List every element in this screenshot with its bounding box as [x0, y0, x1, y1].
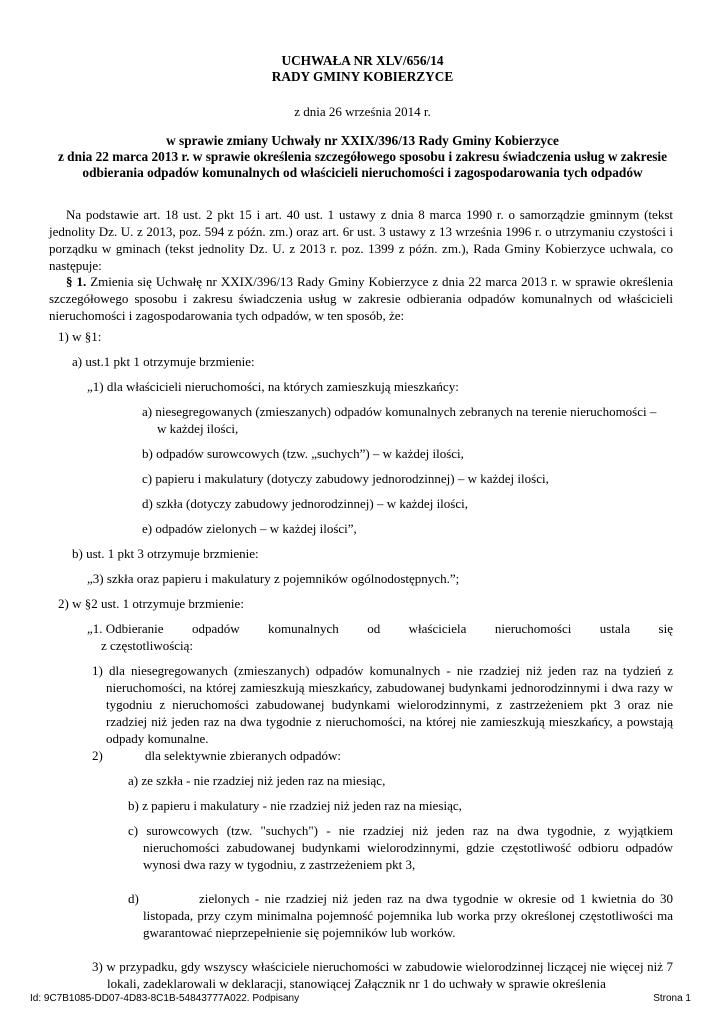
- item-1a-a-line1: a) niesegregowanych (zmieszanych) odpadów komunalnych zebranych na terenie nieruchomości –: [142, 404, 657, 419]
- item-2-2d-number: d): [128, 891, 139, 906]
- item-1a-e: e) odpadów zielonych – w każdej ilości”,: [142, 521, 357, 536]
- preamble: [49, 206, 673, 274]
- item-1a: a) ust.1 pkt 1 otrzymuje brzmienie:: [72, 354, 255, 369]
- item-1a-b: b) odpadów surowcowych (tzw. „suchych”) – w każdej ilości,: [142, 446, 464, 461]
- item-2-quote-line1: „1. Odbieranie odpadów komunalnych od właściciela nieruchomości ustala się: [87, 621, 673, 636]
- item-2-2-text: dla selektywnie zbieranych odpadów:: [145, 748, 342, 763]
- item-1a-c: c) papieru i makulatury (dotyczy zabudowy jednorodzinnej) – w każdej ilości,: [142, 471, 549, 486]
- section-1-label: § 1.: [66, 274, 87, 289]
- document-date: z dnia 26 września 2014 r.: [294, 104, 431, 119]
- subject-line-3: odbierania odpadów komunalnych od właścicieli nieruchomości i zagospodarowania tych odpadów: [82, 165, 643, 180]
- item-1b-quote: „3) szkła oraz papieru i makulatury z pojemników ogólnodostępnych.”;: [87, 571, 460, 586]
- item-1a-d: d) szkła (dotyczy zabudowy jednorodzinnej) – w każdej ilości,: [142, 496, 468, 511]
- subject-line-1: w sprawie zmiany Uchwały nr XXIX/396/13 Rady Gminy Kobierzyce: [166, 133, 559, 148]
- item-2: 2) w §2 ust. 1 otrzymuje brzmienie:: [58, 596, 244, 611]
- item-2-quote-line2: z częstotliwością:: [101, 638, 194, 653]
- item-1b: b) ust. 1 pkt 3 otrzymuje brzmienie:: [72, 546, 259, 561]
- item-1: 1) w §1:: [58, 329, 102, 344]
- item-1a-a-line2: w każdej ilości,: [157, 421, 239, 436]
- item-2-2-number: 2): [92, 748, 103, 763]
- item-2-2a: a) ze szkła - nie rzadziej niż jeden raz na miesiąc,: [128, 773, 386, 788]
- item-2-1: 1) dla niesegregowanych (zmieszanych) odpadów komunalnych - nie rzadziej niż jeden raz na tydzień z nieruchomości, na której zamieszkują mieszkańcy, zabudowanej budynkami jednorodzinnymi i dwa razy w tygodniu z nieruchomości zabudowanej budynkami wielorodzinnymi, z zastrzeżeniem pkt 3 oraz nie rzadziej niż jeden raz na dwa tygodnie z nieruchomości, na której nie zamieszkują mieszkańcy, a powstają odpady komunalne.: [92, 663, 673, 746]
- preamble-text: Na podstawie art. 18 ust. 2 pkt 15 i art. 40 ust. 1 ustawy z dnia 8 marca 1990 r. o samorządzie gminnym (tekst jednolity Dz. U. z 2013, poz. 594 z późn. zm.) oraz art. 6r ust. 3 ustawy z 13 września 1996 r. o utrzymaniu czystości i porządku w gminach (tekst jednolity Dz. U. z 2013 r. poz. 1399 z późn. zm.), Rada Gminy Kobierzyce uchwala, co następuje:: [49, 207, 673, 273]
- item-2-2c: c) surowcowych (tzw. "suchych") - nie rzadziej niż jeden raz na dwa tygodnie, z wyjątkiem nieruchomości zabudowanej budynkami wielorodzinnymi, gdzie częstotliwość odbioru odpadów wynosi dwa razy w tygodniu, z zastrzeżeniem pkt 3,: [128, 823, 673, 872]
- section-1: [49, 273, 673, 324]
- section-1-text: Zmienia się Uchwałę nr XXIX/396/13 Rady Gminy Kobierzyce z dnia 22 marca 2013 r. w sprawie określenia szczegółowego sposobu i zakresu świadczenia usług w zakresie odbierania odpadów komunalnych od właścicieli nieruchomości i zagospodarowania tych odpadów, w ten sposób, że:: [49, 274, 674, 323]
- page-number: Strona 1: [653, 993, 691, 1004]
- document-issuer: RADY GMINY KOBIERZYCE: [271, 69, 454, 84]
- document-title: UCHWAŁA NR XLV/656/14: [281, 53, 444, 68]
- subject-line-2: z dnia 22 marca 2013 r. w sprawie określenia szczegółowego sposobu i zakresu świadczenia usług w zakresie: [57, 149, 668, 164]
- document-id: Id: 9C7B1085-DD07-4D83-8C1B-54843777A022. Podpisany: [30, 993, 300, 1004]
- item-2-3: 3) w przypadku, gdy wszyscy właściciele nieruchomości w zabudowie wielorodzinnej liczącej nie więcej niż 7 lokali, zadeklarowali w deklaracji, stanowiącej Załącznik nr 1 do uchwały w sprawie określenia: [92, 959, 673, 991]
- item-1a-quote: „1) dla właścicieli nieruchomości, na których zamieszkują mieszkańcy:: [87, 379, 459, 394]
- item-2-2b: b) z papieru i makulatury - nie rzadziej niż jeden raz na miesiąc,: [128, 798, 462, 813]
- item-2-2d: zielonych - nie rzadziej niż jeden raz na dwa tygodnie w okresie od 1 kwietnia do 30 listopada, przy czym minimalna pojemność pojemnika lub worka przy określonej częstotliwości ma gwarantować nieprzepełnienie się pojemników lub worków.: [143, 891, 673, 940]
